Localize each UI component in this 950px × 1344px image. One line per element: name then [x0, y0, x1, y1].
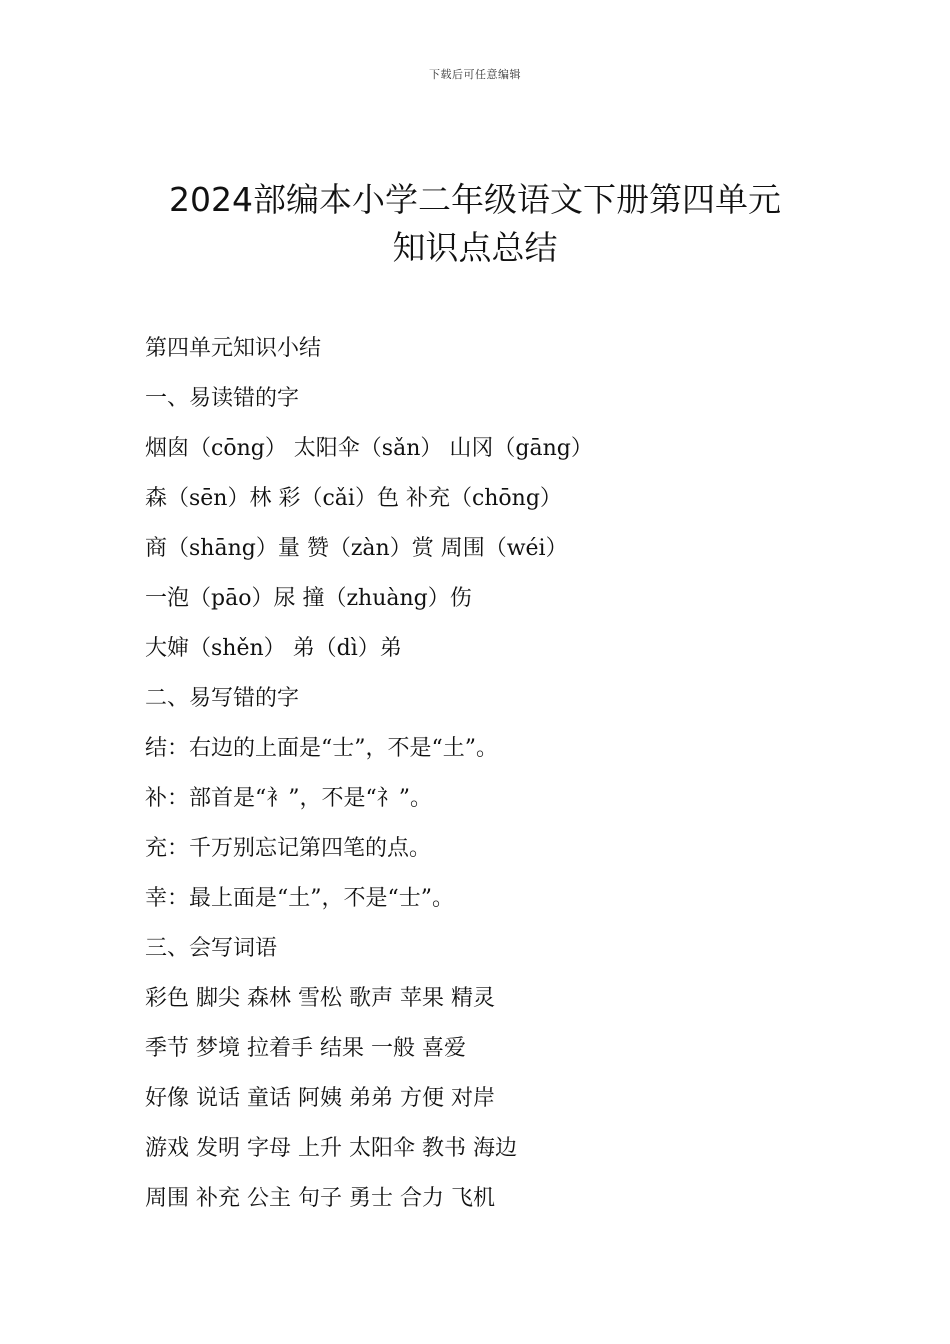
- section-heading-summary: 第四单元知识小结: [145, 336, 322, 361]
- vocabulary-line: 好像 说话 童话 阿姨 弟弟 方便 对岸: [145, 1086, 495, 1111]
- section-heading-vocabulary: 三、会写词语: [145, 936, 278, 961]
- vocabulary-line: 周围 补充 公主 句子 勇士 合力 飞机: [145, 1186, 495, 1211]
- vocabulary-line: 彩色 脚尖 森林 雪松 歌声 苹果 精灵: [145, 986, 495, 1011]
- page-header-note: 下载后可任意编辑: [429, 68, 521, 81]
- pinyin-line: 森（sēn）林 彩（cǎi）色 补充（chōng）: [145, 486, 562, 511]
- pinyin-line: 烟囱（cōng） 太阳伞（sǎn） 山冈（gāng）: [145, 436, 593, 461]
- character-note: 幸：最上面是“土”，不是“士”。: [145, 886, 454, 911]
- pinyin-line: 大婶（shěn） 弟（dì）弟: [145, 636, 402, 661]
- document-body: [145, 328, 845, 1228]
- character-note: 补：部首是“衤”，不是“礻”。: [145, 786, 432, 811]
- vocabulary-line: 游戏 发明 字母 上升 太阳伞 教书 海边: [145, 1136, 517, 1161]
- section-heading-misread-chars: 一、易读错的字: [145, 386, 300, 411]
- vocabulary-line: 季节 梦境 拉着手 结果 一般 喜爱: [145, 1036, 466, 1061]
- document-title-line-1: 2024部编本小学二年级语文下册第四单元: [169, 180, 781, 219]
- character-note: 充：千万别忘记第四笔的点。: [145, 836, 432, 861]
- document-title-line-2: 知识点总结: [392, 228, 558, 267]
- document-title: [100, 176, 850, 272]
- character-note: 结：右边的上面是“士”，不是“土”。: [145, 736, 498, 761]
- pinyin-line: 一泡（pāo）尿 撞（zhuàng）伤: [145, 586, 472, 611]
- pinyin-line: 商（shāng）量 赞（zàn）赏 周围（wéi）: [145, 536, 568, 561]
- section-heading-miswritten-chars: 二、易写错的字: [145, 686, 300, 711]
